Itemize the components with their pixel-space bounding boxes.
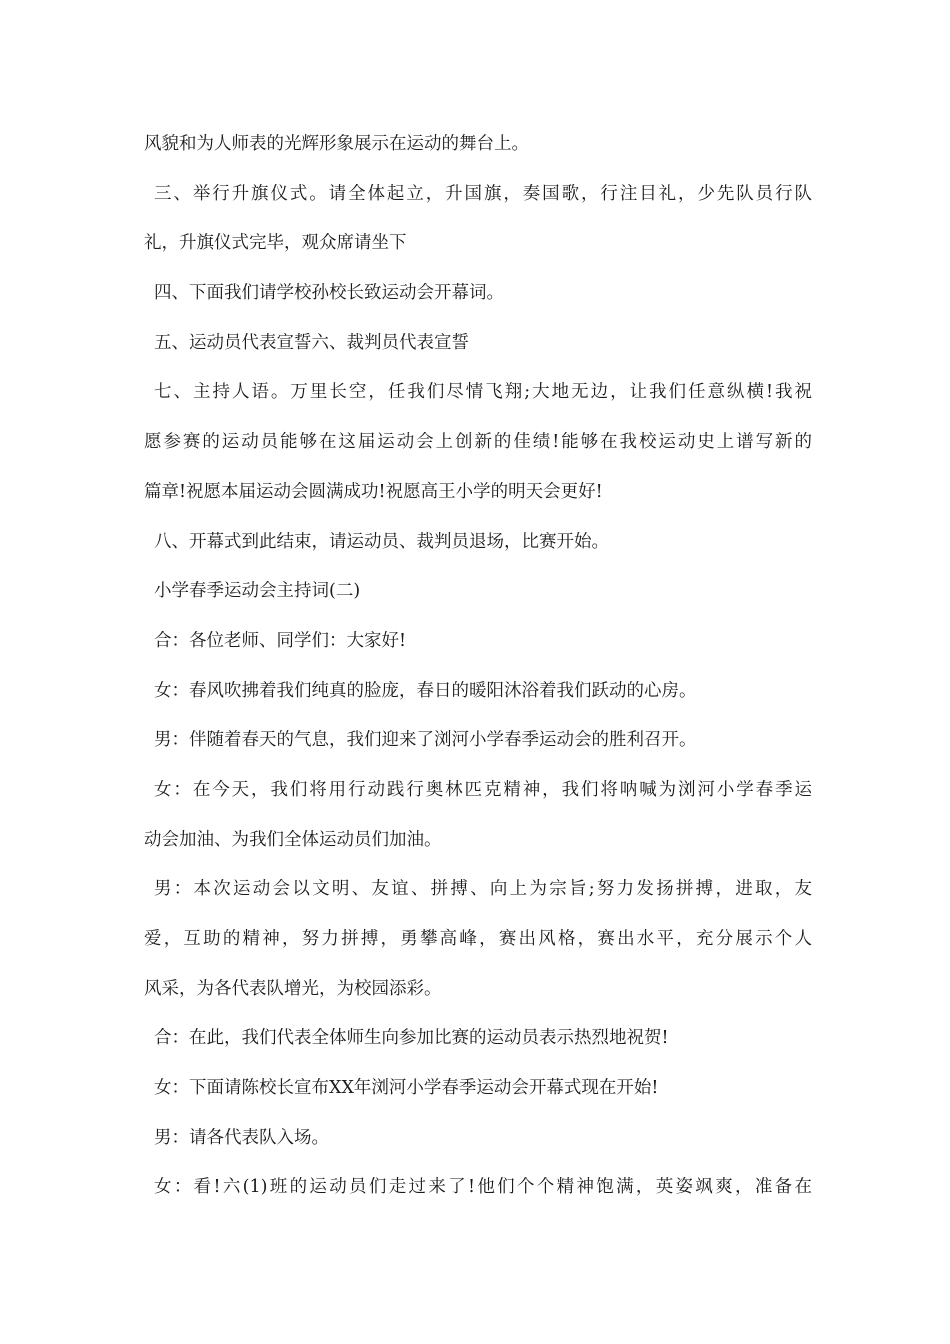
document-body	[144, 120, 812, 1213]
text-line: 男：本次运动会以文明、友谊、拼搏、向上为宗旨;努力发扬拼搏，进取，友	[154, 879, 812, 900]
text-line: 四、下面我们请学校孙校长致运动会开幕词。	[154, 283, 504, 304]
text-line: 女：看!六(1)班的运动员们走过来了!他们个个精神饱满，英姿飒爽，准备在	[154, 1177, 812, 1198]
text-line: 礼，升旗仪式完毕，观众席请坐下	[144, 233, 407, 254]
text-line: 合：各位老师、同学们：大家好!	[154, 630, 407, 651]
text-line: 篇章!祝愿本届运动会圆满成功!祝愿高王小学的明天会更好!	[144, 481, 603, 502]
text-line: 女：在今天，我们将用行动践行奥林匹克精神，我们将呐喊为浏河小学春季运	[154, 779, 812, 800]
text-line: 八、开幕式到此结束，请运动员、裁判员退场，比赛开始。	[154, 531, 609, 552]
text-line: 女：春风吹拂着我们纯真的脸庞，春日的暖阳沐浴着我们跃动的心房。	[154, 680, 697, 701]
text-line: 七、主持人语。万里长空，任我们尽情飞翔;大地无边，让我们任意纵横!我祝	[154, 382, 812, 403]
text-line: 风貌和为人师表的光辉形象展示在运动的舞台上。	[144, 134, 529, 154]
section-heading: 小学春季运动会主持词(二)	[154, 581, 361, 602]
text-line: 动会加油、为我们全体运动员们加油。	[144, 829, 442, 850]
text-line: 合：在此，我们代表全体师生向参加比赛的运动员表示热烈地祝贺!	[154, 1028, 669, 1049]
text-line: 女：下面请陈校长宣布XX年浏河小学春季运动会开幕式现在开始!	[154, 1078, 659, 1099]
text-line: 爱，互助的精神，努力拼搏，勇攀高峰，赛出风格，赛出水平，充分展示个人	[144, 929, 812, 949]
text-line: 三、举行升旗仪式。请全体起立，升国旗，奏国歌，行注目礼，少先队员行队	[154, 183, 812, 204]
text-line: 五、运动员代表宣誓六、裁判员代表宣誓	[154, 332, 469, 353]
text-line: 愿参赛的运动员能够在这届运动会上创新的佳绩!能够在我校运动史上谱写新的	[144, 432, 812, 453]
text-line: 男：请各代表队入场。	[154, 1127, 329, 1148]
text-line: 男：伴随着春天的气息，我们迎来了浏河小学春季运动会的胜利召开。	[154, 730, 697, 751]
text-line: 风采，为各代表队增光，为校园添彩。	[144, 978, 442, 999]
